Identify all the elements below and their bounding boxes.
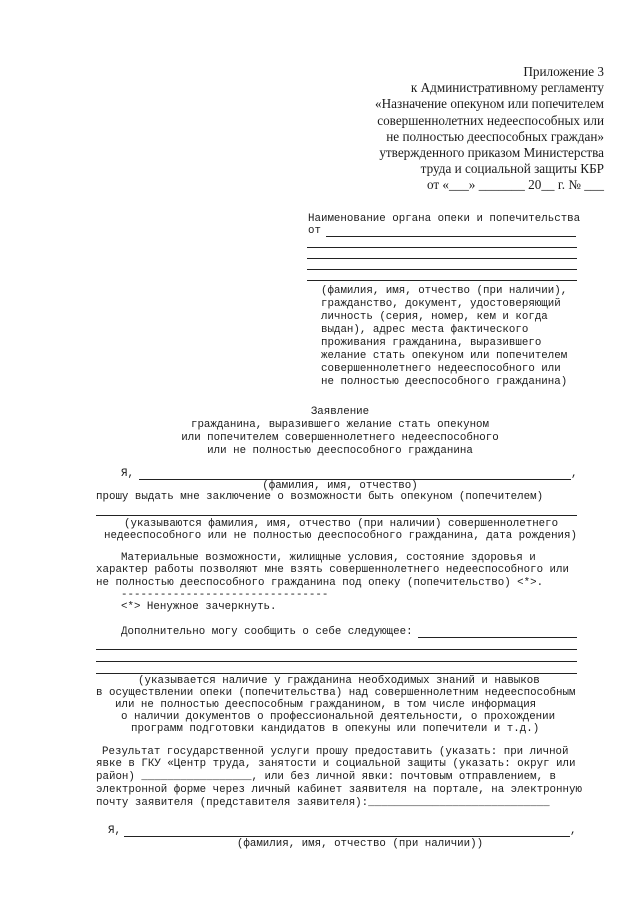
footnote-rule: -------------------------------- — [121, 589, 329, 601]
appendix-header — [304, 64, 604, 194]
appendix-line: труда и социальной защиты КБР — [420, 161, 604, 177]
hint-line: проживания гражданина, выразившего — [321, 337, 542, 349]
appendix-line: совершеннолетних недееспособных или — [377, 112, 604, 128]
additional-line — [96, 649, 577, 650]
additional-line — [96, 673, 577, 674]
knowledge-hint-line: о наличии документов о профессиональной деятельности, о прохождении — [121, 711, 556, 723]
fio-hint: (фамилия, имя, отчество) — [262, 480, 418, 492]
additional-label: Дополнительно могу сообщить о себе следующее: — [121, 626, 413, 638]
material-line: Материальные возможности, жилищные условия, состояние здоровья и — [121, 552, 536, 564]
result-line: Результат государственной услуги прошу предоставить (указать: при личной — [102, 746, 569, 758]
appendix-line: утвержденного приказом Министерства — [379, 145, 604, 161]
result-line: район) _________________, или без личной явки: почтовым отправлением, в — [96, 771, 557, 783]
knowledge-hint-line: или не полностью дееспособным гражданином, в том числе информация — [115, 699, 537, 711]
ward-hint-line: недееспособного или не полностью дееспособного гражданина, дата рождения) — [104, 530, 577, 542]
fio-comma: , — [571, 468, 578, 480]
appendix-line: не полностью дееспособных граждан» — [386, 128, 604, 144]
hint-line: не полностью дееспособного гражданина) — [321, 376, 568, 388]
hint-line: гражданство, документ, удостоверяющий — [321, 298, 561, 310]
result-line: электронной форме через личный кабинет заявителя на портале, на электронную — [96, 784, 582, 796]
subtitle-line: гражданина, выразившего желание стать опекуном — [190, 419, 490, 431]
material-line: не полностью дееспособного гражданина под опеку (попечительство) <*>. — [96, 577, 544, 589]
addressee-hint — [321, 285, 567, 389]
subtitle-line: или попечителем совершеннолетнего недееспособного — [181, 432, 499, 444]
footnote-text: <*> Ненужное зачеркнуть. — [121, 601, 277, 613]
result-line: почту заявителя (представителя заявителя):____________________________ — [96, 797, 550, 809]
knowledge-hint-line: (указывается наличие у гражданина необходимых знаний и навыков — [138, 675, 540, 687]
hint-line: желание стать опекуном или попечителем — [321, 350, 568, 362]
hint-line: (фамилия, имя, отчество (при наличии), — [321, 285, 568, 297]
appendix-line: к Административному регламенту — [410, 80, 604, 96]
final-i-label: Я, — [108, 825, 121, 837]
authority-label: Наименование органа опеки и попечительства — [308, 213, 581, 225]
knowledge-hint-line: программ подготовки кандидатов в опекуны или попечители и т.д.) — [131, 723, 540, 735]
document-subtitle — [0, 419, 640, 458]
knowledge-hint-line: в осуществлении опеки (попечительства) над совершеннолетним недееспособным — [96, 687, 576, 699]
result-line: явке в ГКУ «Центр труда, занятости и социальной защиты (указать: округ или — [96, 758, 576, 770]
additional-line — [96, 661, 577, 662]
addressee-line — [307, 258, 577, 259]
final-fio-hint: (фамилия, имя, отчество (при наличии)) — [236, 838, 484, 850]
additional-line — [418, 637, 577, 638]
addressee-line — [307, 247, 577, 248]
request-text: прошу выдать мне заключение о возможности быть опекуном (попечителем) — [96, 491, 544, 503]
hint-line: личность (серия, номер, кем и когда — [321, 311, 548, 323]
hint-line: совершеннолетнего недееспособного или — [321, 363, 561, 375]
ward-line — [96, 515, 577, 516]
final-fio-line — [124, 836, 570, 837]
from-label: от — [308, 225, 321, 237]
addressee-line — [307, 269, 577, 270]
appendix-line: «Назначение опекуном или попечителем — [375, 96, 604, 112]
appendix-line: Приложение 3 — [523, 64, 604, 79]
hint-line: выдан), адрес места фактического — [321, 324, 529, 336]
authority-line — [326, 236, 576, 237]
ward-hint-line: (указываются фамилия, имя, отчество (при наличии) совершеннолетнего — [124, 518, 559, 530]
subtitle-line: или не полностью дееспособного гражданина — [207, 445, 473, 457]
document-title: Заявление — [310, 406, 370, 418]
material-line: характер работы позволяют мне взять совершеннолетнего недееспособного или — [96, 564, 569, 576]
i-label: Я, — [121, 468, 134, 480]
addressee-line — [307, 280, 577, 281]
final-comma: , — [570, 825, 577, 837]
appendix-line: от «___» _______ 20__ г. № ___ — [426, 177, 604, 193]
